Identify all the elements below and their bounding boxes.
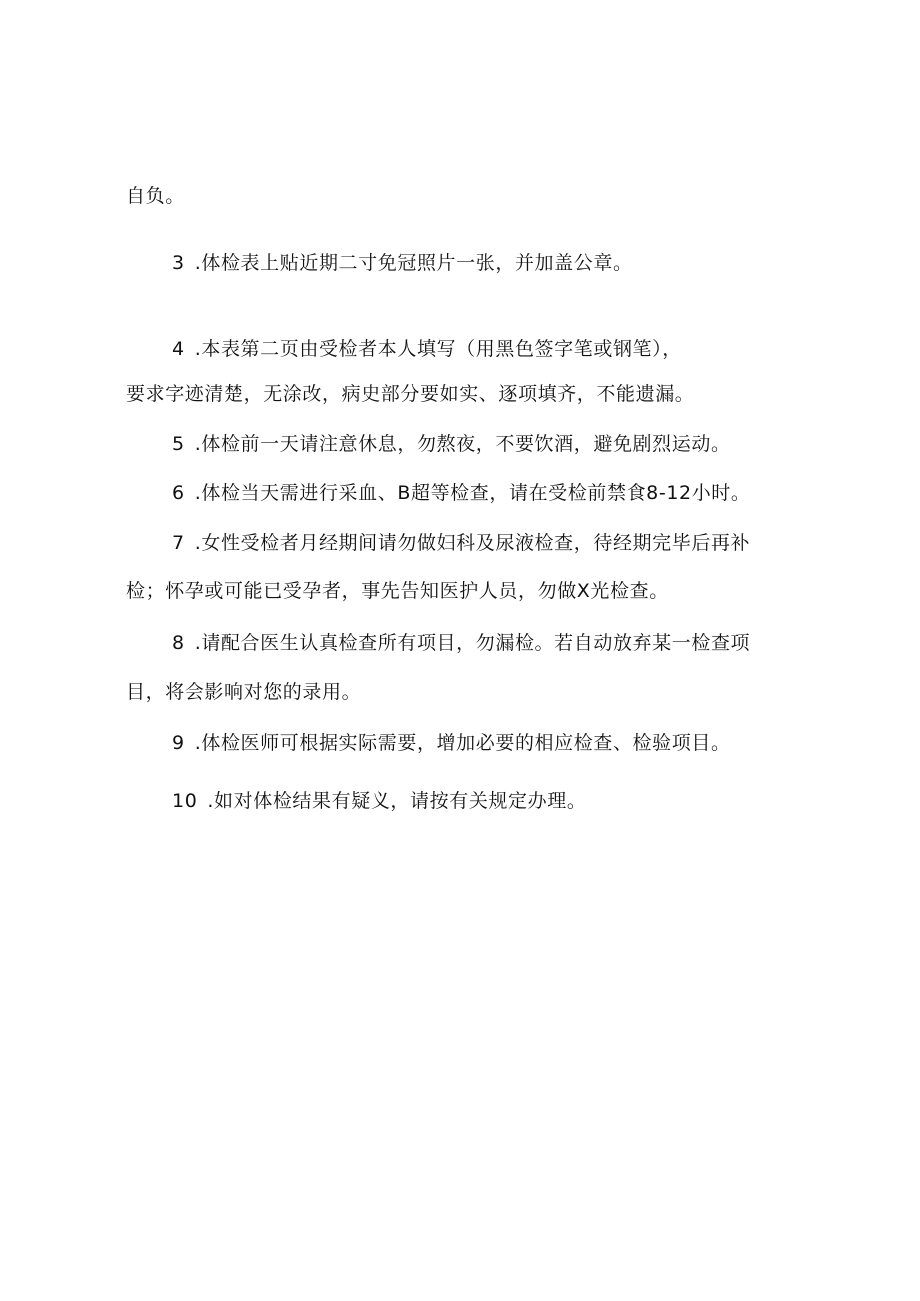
item-text: .体检前一天请注意休息，勿熬夜，不要饮酒，避免剧烈运动。 [194, 433, 731, 455]
item-number: 10 [172, 790, 198, 812]
notice-item-8-continuation: 目，将会影响对您的录用。 [126, 681, 362, 703]
item-number: 9 [172, 732, 185, 754]
notice-item-6 [172, 481, 751, 505]
notice-item-4 [172, 337, 682, 361]
notice-item-8 [172, 631, 750, 655]
item-text: .体检当天需进行采血、B超等检查，请在受检前禁食8-12小时。 [194, 482, 751, 504]
item-number: 4 [172, 338, 185, 360]
item-number: 6 [172, 482, 185, 504]
item-number: 8 [172, 632, 185, 654]
item-text: .请配合医生认真检查所有项目，勿漏检。若自动放弃某一检查项 [194, 632, 751, 654]
item-number: 7 [172, 532, 185, 554]
notice-item-7-continuation: 检；怀孕或可能已受孕者，事先告知医护人员，勿做X光检查。 [126, 580, 669, 602]
notice-item-4-continuation: 要求字迹清楚，无涂改，病史部分要如实、逐项填齐，不能遗漏。 [126, 383, 695, 405]
continuation-text: 自负。 [126, 185, 185, 207]
item-number: 3 [172, 252, 185, 274]
item-text: .体检医师可根据实际需要，增加必要的相应检查、检验项目。 [194, 732, 731, 754]
item-text: .本表第二页由受检者本人填写（用黑色签字笔或钢笔）， [194, 338, 682, 360]
notice-item-10 [172, 789, 586, 813]
item-text: .如对体检结果有疑义，请按有关规定办理。 [207, 790, 587, 812]
notice-item-9 [172, 731, 731, 755]
item-number: 5 [172, 433, 185, 455]
item-text: .女性受检者月经期间请勿做妇科及尿液检查，待经期完毕后再补 [194, 532, 751, 554]
notice-item-3 [172, 251, 633, 275]
notice-item-5 [172, 432, 731, 456]
notice-item-7 [172, 531, 750, 555]
item-text: .体检表上贴近期二寸免冠照片一张，并加盖公章。 [194, 252, 633, 274]
